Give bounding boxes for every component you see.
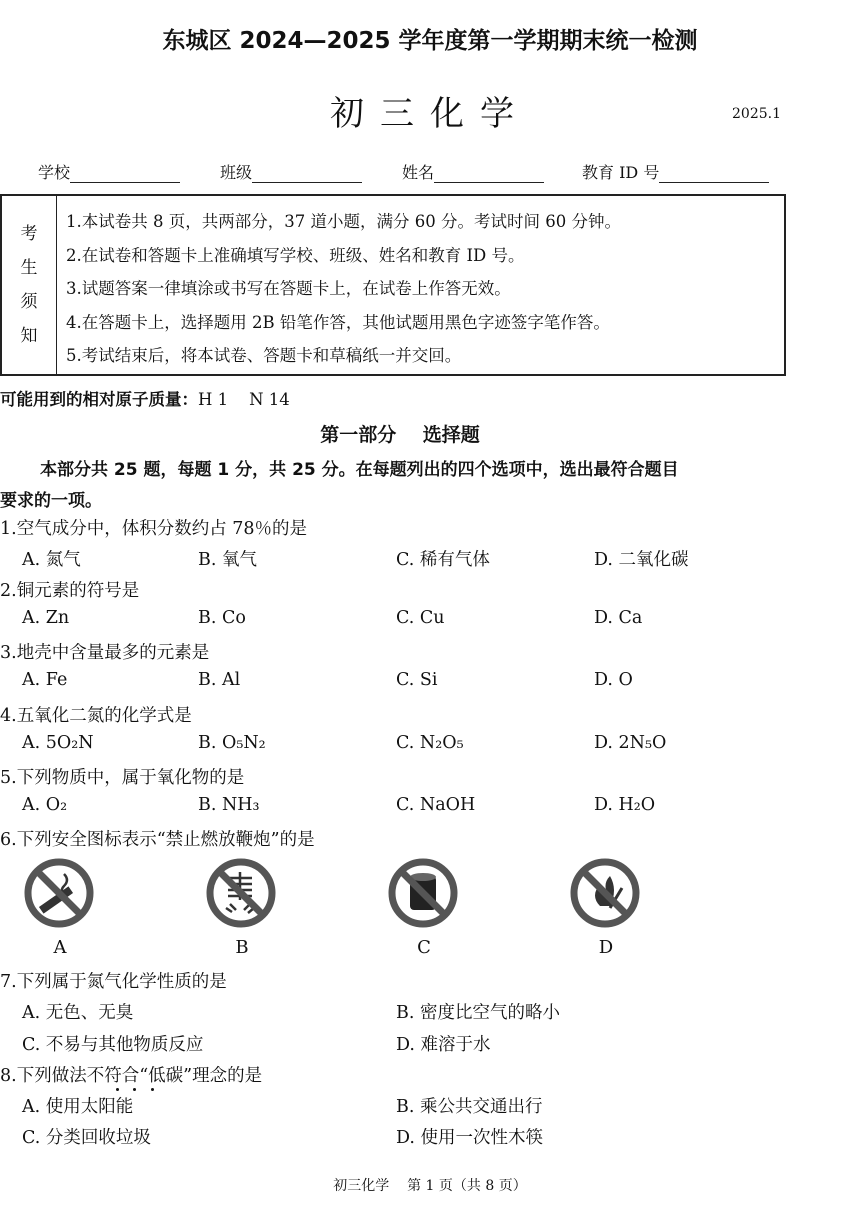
q7-option-d[interactable]: D. 难溶于水 bbox=[396, 1035, 491, 1055]
name-label: 姓名 bbox=[402, 163, 435, 182]
part1-intro-line2: 要求的一项。 bbox=[0, 491, 102, 511]
no-smoking-icon[interactable] bbox=[24, 858, 94, 928]
q7-option-a[interactable]: A. 无色、无臭 bbox=[22, 1003, 134, 1023]
q4-option-b[interactable]: B. O₅N₂ bbox=[198, 733, 266, 753]
q3-option-b[interactable]: B. Al bbox=[198, 670, 241, 690]
notice-item: 2.在试卷和答题卡上准确填写学校、班级、姓名和教育 ID 号。 bbox=[66, 245, 525, 265]
sign-label-c: C bbox=[417, 937, 431, 958]
notice-box bbox=[0, 194, 786, 376]
notice-item: 4.在答题卡上，选择题用 2B 铅笔作答，其他试题用黑色字迹签字笔作答。 bbox=[66, 312, 610, 332]
notice-label-char: 知 bbox=[20, 326, 38, 346]
q8-option-b[interactable]: B. 乘公共交通出行 bbox=[396, 1097, 543, 1117]
question-8-stem: 8.下列做法不符合“低碳”理念的是 bbox=[0, 1066, 263, 1086]
notice-item: 5.考试结束后，将本试卷、答题卡和草稿纸一并交回。 bbox=[66, 346, 462, 365]
subject-title: 初三化学 bbox=[330, 94, 530, 134]
q8-option-c[interactable]: C. 分类回收垃圾 bbox=[22, 1128, 151, 1148]
q7-option-b[interactable]: B. 密度比空气的略小 bbox=[396, 1003, 560, 1023]
q1-option-c[interactable]: C. 稀有气体 bbox=[396, 550, 490, 570]
q3-option-c[interactable]: C. Si bbox=[396, 670, 438, 690]
q3-option-d[interactable]: D. O bbox=[594, 670, 633, 690]
q5-option-b[interactable]: B. NH₃ bbox=[198, 795, 260, 815]
q2-option-c[interactable]: C. Cu bbox=[396, 608, 445, 628]
emphasis-dot bbox=[116, 1088, 119, 1091]
school-label: 学校 bbox=[38, 163, 71, 182]
q5-option-c[interactable]: C. NaOH bbox=[396, 795, 476, 815]
exam-title: 东城区 2024—2025 学年度第一学期期末统一检测 bbox=[162, 28, 698, 54]
notice-label-char: 须 bbox=[20, 292, 38, 312]
notice-label bbox=[2, 196, 57, 374]
q8-option-a[interactable]: A. 使用太阳能 bbox=[22, 1097, 134, 1117]
emphasis-dot bbox=[151, 1088, 154, 1091]
q4-option-d[interactable]: D. 2N₅O bbox=[594, 733, 667, 753]
emphasis-dot bbox=[133, 1088, 136, 1091]
notice-item: 3.试题答案一律填涂或书写在答题卡上，在试卷上作答无效。 bbox=[66, 279, 511, 298]
edu-id-label: 教育 ID 号 bbox=[582, 163, 660, 182]
q4-option-a[interactable]: A. 5O₂N bbox=[22, 733, 94, 753]
exam-date: 2025.1 bbox=[732, 106, 781, 122]
q5-option-d[interactable]: D. H₂O bbox=[594, 795, 656, 815]
q1-option-d[interactable]: D. 二氧化碳 bbox=[594, 550, 689, 570]
question-1-stem: 1.空气成分中，体积分数约占 78％的是 bbox=[0, 519, 308, 539]
q1-option-a[interactable]: A. 氮气 bbox=[22, 550, 81, 570]
atomic-mass-values: H 1 N 14 bbox=[198, 390, 290, 409]
atomic-mass-line bbox=[0, 386, 290, 410]
edu-id-field[interactable] bbox=[582, 160, 769, 183]
notice-label-char: 考 bbox=[20, 224, 38, 244]
school-field[interactable] bbox=[38, 160, 180, 183]
no-fireworks-icon[interactable] bbox=[206, 858, 276, 928]
q1-option-b[interactable]: B. 氧气 bbox=[198, 550, 257, 570]
name-field[interactable] bbox=[402, 160, 544, 183]
sign-label-a: A bbox=[53, 937, 67, 958]
question-2-stem: 2.铜元素的符号是 bbox=[0, 581, 140, 601]
question-3-stem: 3.地壳中含量最多的元素是 bbox=[0, 643, 210, 663]
notice-list bbox=[66, 205, 621, 373]
notice-item: 1.本试卷共 8 页，共两部分，37 道小题，满分 60 分。考试时间 60 分钟。 bbox=[66, 212, 621, 231]
no-flammable-barrel-icon[interactable] bbox=[388, 858, 458, 928]
page-footer: 初三化学 第 1 页（共 8 页） bbox=[333, 1178, 527, 1194]
q2-option-b[interactable]: B. Co bbox=[198, 608, 246, 628]
question-6-stem: 6.下列安全图标表示“禁止燃放鞭炮”的是 bbox=[0, 830, 315, 850]
class-field[interactable] bbox=[220, 160, 362, 183]
q8-option-d[interactable]: D. 使用一次性木筷 bbox=[396, 1128, 544, 1148]
question-5-stem: 5.下列物质中，属于氧化物的是 bbox=[0, 768, 245, 788]
sign-label-b: B bbox=[235, 937, 249, 958]
question-4-stem: 4.五氧化二氮的化学式是 bbox=[0, 706, 192, 726]
q2-option-d[interactable]: D. Ca bbox=[594, 608, 643, 628]
atomic-mass-label: 可能用到的相对原子质量： bbox=[0, 390, 198, 409]
q5-option-a[interactable]: A. O₂ bbox=[22, 795, 68, 815]
sign-label-d: D bbox=[598, 937, 614, 958]
q2-option-a[interactable]: A. Zn bbox=[22, 608, 70, 628]
q7-option-c[interactable]: C. 不易与其他物质反应 bbox=[22, 1035, 204, 1055]
part1-intro-line1: 本部分共 25 题，每题 1 分，共 25 分。在每题列出的四个选项中，选出最符合题目 bbox=[40, 460, 679, 480]
notice-label-char: 生 bbox=[20, 258, 38, 278]
class-label: 班级 bbox=[220, 163, 253, 182]
part1-title: 第一部分 选择题 bbox=[320, 424, 480, 446]
q4-option-c[interactable]: C. N₂O₅ bbox=[396, 733, 464, 753]
q3-option-a[interactable]: A. Fe bbox=[22, 670, 68, 690]
question-7-stem: 7.下列属于氮气化学性质的是 bbox=[0, 972, 227, 992]
no-open-flame-icon[interactable] bbox=[570, 858, 640, 928]
